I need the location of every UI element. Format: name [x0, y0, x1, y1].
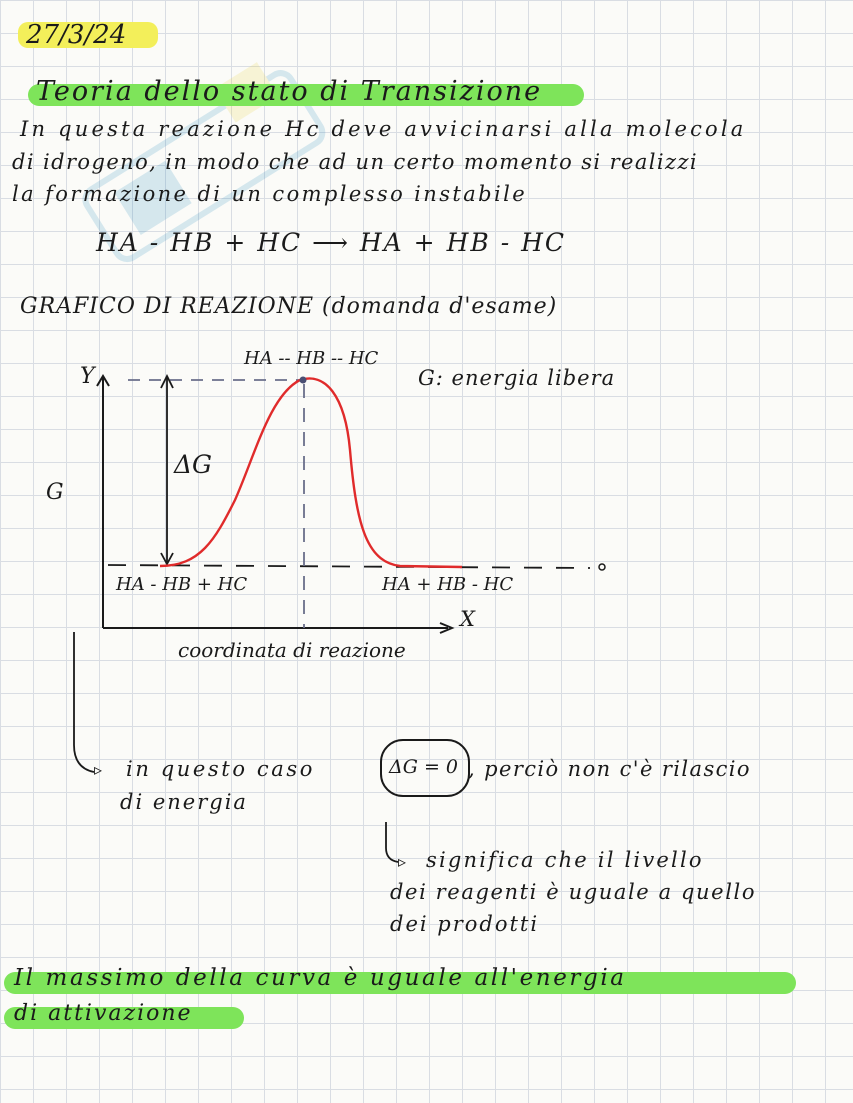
products-label: HA + HB - HC	[382, 574, 514, 595]
intro-line-2: di idrogeno, in modo che ad un certo momento si realizzi	[12, 150, 699, 174]
intro-line-1: In questa reazione Hc deve avvicinarsi alla molecola	[20, 117, 747, 141]
x-axis-label: X	[460, 607, 475, 631]
baseline-end-dot	[599, 564, 605, 570]
reaction-equation: HA - HB + HC ⟶ HA + HB - HC	[96, 228, 567, 257]
peak-label: HA -- HB -- HC	[244, 348, 379, 369]
note1-connector	[74, 632, 94, 772]
delta-g-zero: ΔG = 0	[389, 756, 458, 778]
note2-line-1: significa che il livello	[426, 848, 704, 872]
note2-connector	[386, 822, 398, 862]
page-title: Teoria dello stato di Transizione	[36, 76, 543, 107]
note2-arrow-head: ▹	[398, 852, 407, 871]
delta-g-label: ΔG	[174, 450, 213, 479]
g-axis-label: G	[46, 480, 64, 505]
graph-heading: GRAFICO DI REAZIONE (domanda d'esame)	[20, 294, 558, 319]
note1-line-1: in questo caso	[126, 757, 315, 781]
peak-point	[300, 377, 307, 384]
note1-line-2: di energia	[120, 790, 248, 814]
note1-line-1-end: , perciò non c'è rilascio	[468, 757, 751, 781]
baseline-level-line	[108, 565, 590, 568]
x-axis-caption: coordinata di reazione	[178, 638, 406, 662]
legend-label: G: energia libera	[418, 366, 616, 390]
conclusion-line-2: di attivazione	[14, 1001, 193, 1026]
note2-line-3: dei prodotti	[390, 912, 540, 936]
y-axis-label: Y	[80, 364, 95, 389]
reactants-label: HA - HB + HC	[116, 574, 248, 595]
conclusion-line-1: Il massimo della curva è uguale all'energia	[14, 965, 627, 991]
note1-arrow-head: ▹	[94, 760, 103, 779]
intro-line-3: la formazione di un complesso instabile	[12, 182, 528, 206]
note2-line-2: dei reagenti è uguale a quello	[390, 880, 757, 904]
date: 27/3/24	[26, 20, 127, 50]
